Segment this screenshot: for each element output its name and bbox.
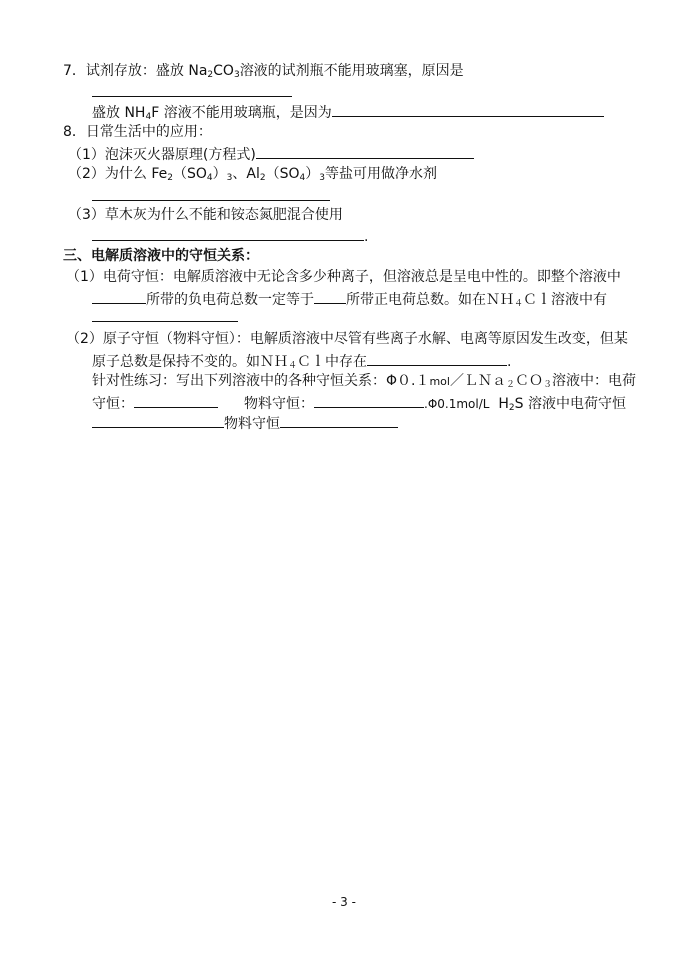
q7-blank-1 bbox=[92, 82, 292, 102]
answer-blank[interactable] bbox=[92, 289, 146, 304]
answer-blank[interactable] bbox=[92, 226, 364, 241]
practice-line1: 针对性练习：写出下列溶液中的各种守恒关系：Φ０.１mol／ＬＮａ$_2$ＣＯ$_3$溶液中：电荷 bbox=[92, 373, 637, 390]
charge-blank bbox=[92, 307, 238, 327]
section-heading: 三、电解质溶液中的守恒关系： bbox=[63, 248, 259, 264]
q8-item2: （2）为什么 $Fe_2(SO_4)_3$、$Al_2(SO_4)_3$等盐可用做净水剂 bbox=[68, 166, 437, 183]
answer-blank[interactable] bbox=[367, 351, 507, 366]
q8-item1: （1）泡沫灭火器原理(方程式) bbox=[68, 144, 474, 164]
answer-blank[interactable] bbox=[92, 413, 224, 428]
atom-line2: 原子总数是保持不变的。如ＮＨ$_4$Ｃｌ中存在 . bbox=[92, 351, 511, 371]
answer-blank[interactable] bbox=[92, 82, 292, 97]
q8-item2-blank bbox=[92, 186, 330, 206]
answer-blank[interactable] bbox=[314, 393, 424, 408]
practice-line3: 物料守恒 bbox=[92, 413, 398, 433]
charge-line1: （1）电荷守恒：电解质溶液中无论含多少种离子，但溶液总是呈电中性的。即整个溶液中 bbox=[66, 269, 621, 285]
charge-line2: 所带的负电荷总数一定等于 所带正电荷总数。如在ＮＨ$_4$Ｃｌ溶液中有 bbox=[92, 289, 607, 309]
answer-blank[interactable] bbox=[134, 393, 218, 408]
q7-line1: 7．试剂存放：盛放 $Na_2CO_3$溶液的试剂瓶不能用玻璃塞，原因是 bbox=[63, 63, 464, 80]
answer-blank[interactable] bbox=[332, 102, 604, 117]
answer-blank[interactable] bbox=[314, 289, 346, 304]
q8-title: 8．日常生活中的应用： bbox=[63, 124, 212, 140]
practice-line2: 守恒： 物料守恒： .Φ0.1mol/L $H_2S$ 溶液中电荷守恒 bbox=[92, 393, 626, 413]
answer-blank[interactable] bbox=[92, 186, 330, 201]
atom-line1: （2）原子守恒（物料守恒）：电解质溶液中尽管有些离子水解、电离等原因发生改变，但某 bbox=[66, 331, 628, 347]
q8-item3: （3）草木灰为什么不能和铵态氮肥混合使用 bbox=[68, 207, 343, 223]
page-number: - 3 - bbox=[332, 895, 356, 909]
q8-item3-blank: . bbox=[92, 226, 368, 246]
answer-blank[interactable] bbox=[256, 144, 474, 159]
answer-blank[interactable] bbox=[92, 307, 238, 322]
answer-blank[interactable] bbox=[280, 413, 398, 428]
q7-line2: 盛放 $NH_4F$ 溶液不能用玻璃瓶，是因为 bbox=[92, 102, 604, 122]
